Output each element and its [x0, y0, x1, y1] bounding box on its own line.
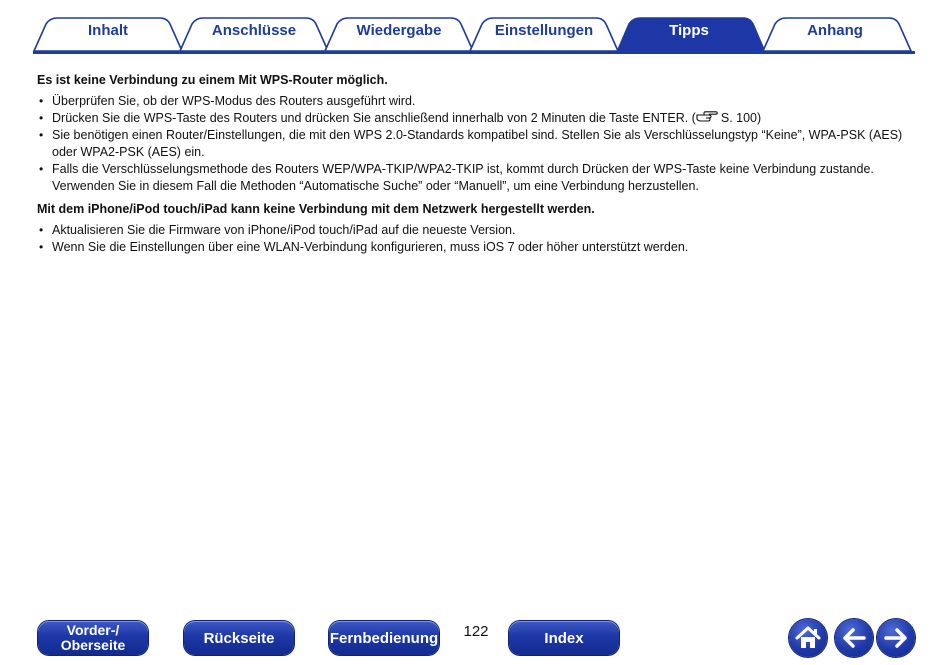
list-item-text: Überprüfen Sie, ob der WPS-Modus des Routers ausgeführt wird.: [52, 94, 416, 108]
section-title: Mit dem iPhone/iPod touch/iPad kann keine Verbindung mit dem Netzwerk hergestellt werden.: [37, 202, 595, 216]
next-page-button[interactable]: [877, 619, 915, 657]
list-item: [37, 93, 917, 110]
front-top-panel-button[interactable]: [38, 621, 148, 655]
tab-wiedergabe[interactable]: Wiedergabe: [356, 22, 442, 39]
front-top-panel-label-line1: Vorder-/: [66, 622, 120, 638]
section-title: Es ist keine Verbindung zu einem Mit WPS-Router möglich.: [37, 73, 388, 87]
tab-inhalt[interactable]: Inhalt: [88, 22, 128, 39]
bullet-list: [37, 222, 917, 256]
bullet-dot: •: [39, 111, 44, 125]
page-number: 122: [463, 623, 489, 640]
front-top-panel-label-line2: Oberseite: [60, 637, 126, 653]
index-button[interactable]: Index: [509, 621, 619, 655]
pointing-hand-icon[interactable]: [696, 111, 718, 123]
bullet-dot: •: [39, 240, 44, 254]
previous-page-button[interactable]: [835, 619, 873, 657]
list-item: [37, 222, 917, 239]
troubleshooting-section-iphone: [37, 201, 917, 256]
bullet-dot: •: [39, 128, 44, 142]
bullet-list: [37, 93, 917, 195]
home-button[interactable]: [789, 619, 827, 657]
remote-control-button[interactable]: Fernbedienung: [329, 621, 439, 655]
list-item-text: Aktualisieren Sie die Firmware von iPhone/iPod touch/iPad auf die neueste Version.: [52, 223, 516, 237]
tab-tipps[interactable]: Tipps: [669, 22, 709, 39]
tab-anschluesse[interactable]: Anschlüsse: [211, 22, 297, 39]
main-content: [37, 72, 917, 256]
arrow-right-icon: [877, 619, 915, 657]
list-item: [37, 161, 917, 195]
tab-anhang[interactable]: Anhang: [807, 22, 863, 39]
bullet-dot: •: [39, 162, 44, 176]
tab-einstellungen[interactable]: Einstellungen: [494, 22, 594, 39]
bullet-dot: •: [39, 223, 44, 237]
bullet-dot: •: [39, 94, 44, 108]
home-icon: [789, 619, 827, 657]
list-item-text: Drücken Sie die WPS-Taste des Routers und drücken Sie anschließend innerhalb von 2 Minuten die Taste ENTER. (: [52, 111, 696, 125]
rear-panel-button[interactable]: Rückseite: [184, 621, 294, 655]
troubleshooting-section-wps: [37, 72, 917, 195]
list-item: [37, 239, 917, 256]
list-item-text: Wenn Sie die Einstellungen über eine WLAN-Verbindung konfigurieren, muss iOS 7 oder höher unterstützt werden.: [52, 240, 689, 254]
list-item-text: Sie benötigen einen Router/Einstellungen, die mit den WPS 2.0-Standards kompatibel sind. Stellen Sie als Verschlüsselungstyp “Keine”, WPA-PSK (AES) oder WPA2-PSK (AES) ein.: [52, 128, 903, 159]
list-item: [37, 127, 917, 161]
arrow-left-icon: [835, 619, 873, 657]
list-item-text: Falls die Verschlüsselungsmethode des Routers WEP/WPA-TKIP/WPA2-TKIP ist, kommt durch Drücken der WPS-Taste keine Verbindung zustande. Verwenden Sie in diesem Fall die Methoden “Automatische Suche” oder “Manuell”, um eine Verbindung herzustellen.: [52, 162, 874, 193]
page-reference-link[interactable]: S. 100): [720, 111, 762, 125]
list-item: [37, 110, 917, 127]
